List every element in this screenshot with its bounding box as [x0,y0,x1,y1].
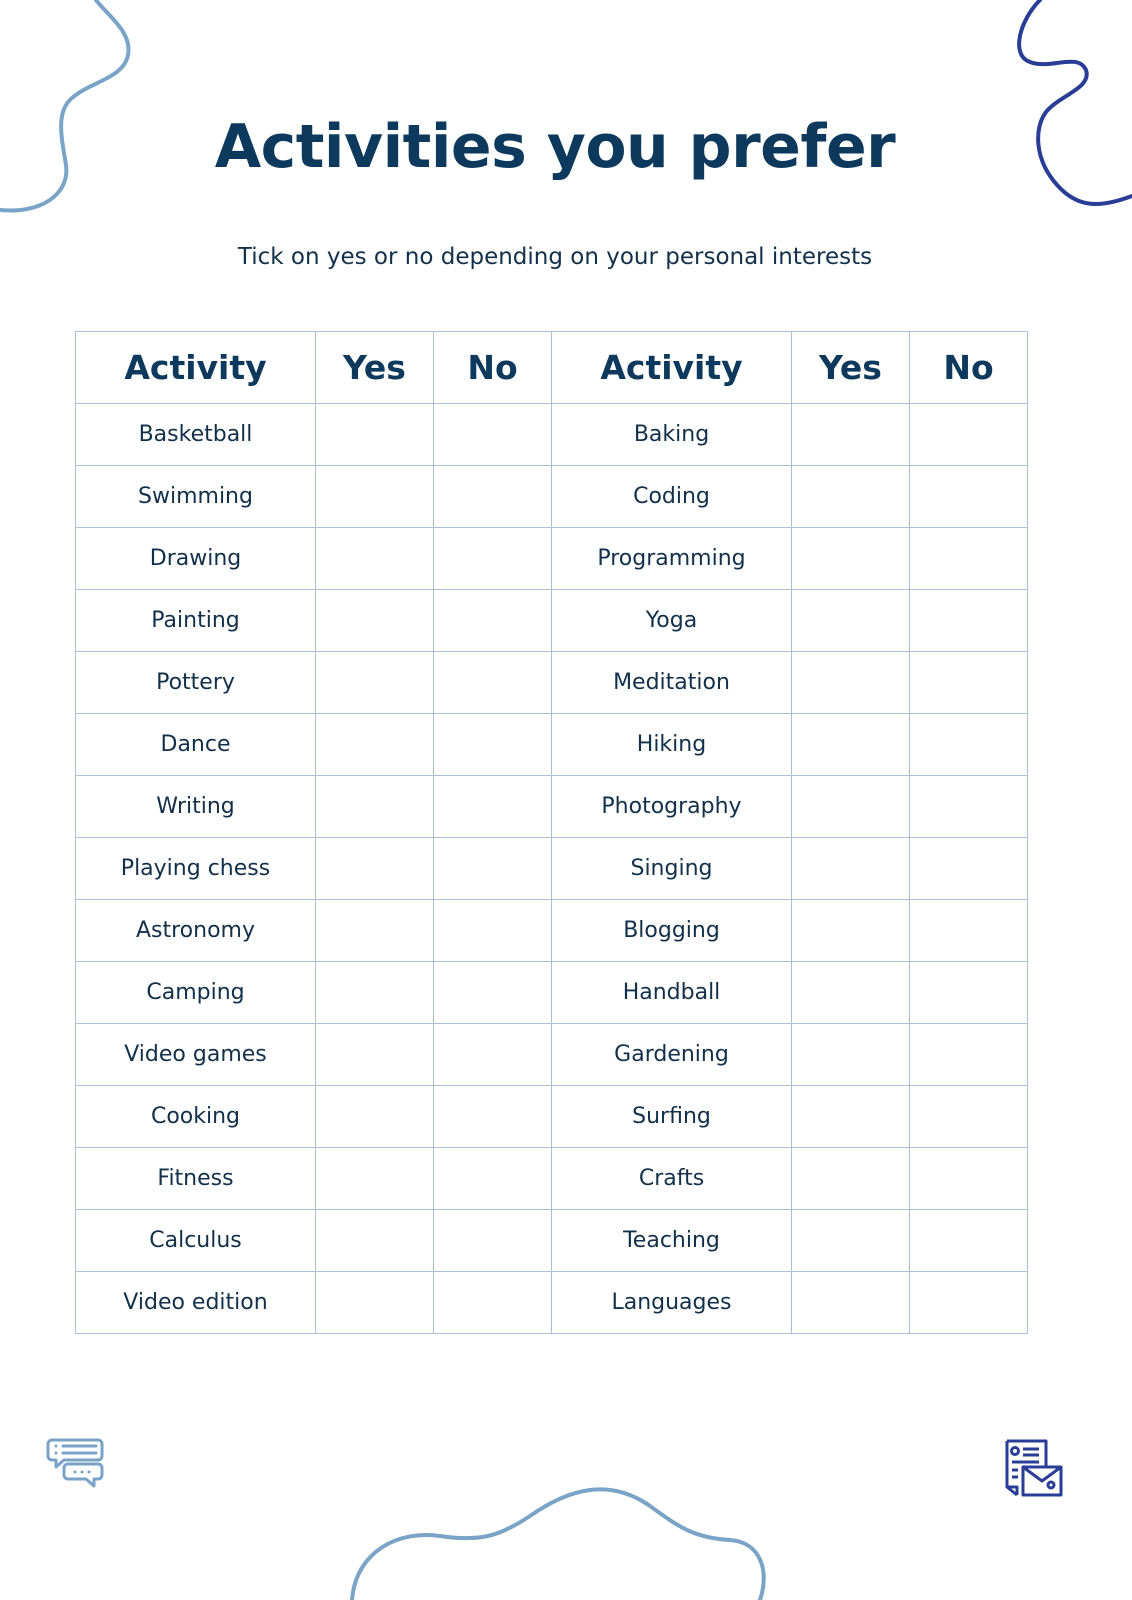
yes-checkbox-cell-right[interactable] [792,900,910,962]
activities-table [75,331,1028,1334]
table-row [76,590,1028,652]
table-row [76,714,1028,776]
yes-checkbox-cell-right[interactable] [792,466,910,528]
yes-checkbox-cell-right[interactable] [792,1272,910,1334]
wave-bottom-decoration [330,1470,780,1600]
no-checkbox-cell-right[interactable] [910,714,1028,776]
table-row [76,652,1028,714]
table-row [76,838,1028,900]
no-checkbox-cell-right[interactable] [910,1272,1028,1334]
activity-cell-right: Programming [552,528,792,590]
table-row [76,466,1028,528]
activity-cell-left: Camping [76,962,316,1024]
no-checkbox-cell-right[interactable] [910,1210,1028,1272]
no-checkbox-cell-right[interactable] [910,776,1028,838]
activity-cell-right: Baking [552,404,792,466]
table-row [76,1210,1028,1272]
no-checkbox-cell-right[interactable] [910,962,1028,1024]
activity-cell-left: Playing chess [76,838,316,900]
activity-cell-left: Video games [76,1024,316,1086]
yes-checkbox-cell-left[interactable] [316,714,434,776]
activity-cell-left: Fitness [76,1148,316,1210]
wave-top-right-decoration [1000,0,1132,215]
header-activity-right: Activity [552,332,792,404]
activity-cell-left: Astronomy [76,900,316,962]
yes-checkbox-cell-left[interactable] [316,1024,434,1086]
activity-cell-right: Crafts [552,1148,792,1210]
no-checkbox-cell-left[interactable] [434,528,552,590]
yes-checkbox-cell-right[interactable] [792,1210,910,1272]
no-checkbox-cell-right[interactable] [910,466,1028,528]
activity-cell-right: Handball [552,962,792,1024]
yes-checkbox-cell-right[interactable] [792,714,910,776]
activity-cell-right: Coding [552,466,792,528]
chat-bubbles-icon [46,1437,106,1497]
activity-cell-right: Surfing [552,1086,792,1148]
activity-cell-left: Swimming [76,466,316,528]
table-row [76,1272,1028,1334]
activity-cell-left: Dance [76,714,316,776]
no-checkbox-cell-right[interactable] [910,652,1028,714]
yes-checkbox-cell-left[interactable] [316,652,434,714]
header-no-left: No [434,332,552,404]
no-checkbox-cell-left[interactable] [434,1272,552,1334]
no-checkbox-cell-right[interactable] [910,1148,1028,1210]
wave-top-left-decoration [0,0,140,220]
no-checkbox-cell-right[interactable] [910,1086,1028,1148]
yes-checkbox-cell-left[interactable] [316,590,434,652]
activity-cell-left: Painting [76,590,316,652]
activity-cell-right: Gardening [552,1024,792,1086]
header-activity-left: Activity [76,332,316,404]
no-checkbox-cell-right[interactable] [910,404,1028,466]
yes-checkbox-cell-right[interactable] [792,1148,910,1210]
no-checkbox-cell-left[interactable] [434,838,552,900]
activity-cell-left: Video edition [76,1272,316,1334]
table-row [76,776,1028,838]
yes-checkbox-cell-left[interactable] [316,1086,434,1148]
activity-cell-right: Singing [552,838,792,900]
yes-checkbox-cell-left[interactable] [316,404,434,466]
activity-cell-left: Basketball [76,404,316,466]
no-checkbox-cell-left[interactable] [434,776,552,838]
table-row [76,962,1028,1024]
page-subtitle: Tick on yes or no depending on your personal interests [237,244,873,270]
yes-checkbox-cell-right[interactable] [792,652,910,714]
no-checkbox-cell-left[interactable] [434,1024,552,1086]
yes-checkbox-cell-right[interactable] [792,838,910,900]
header-yes-left: Yes [316,332,434,404]
yes-checkbox-cell-left[interactable] [316,1210,434,1272]
activity-cell-left: Drawing [76,528,316,590]
yes-checkbox-cell-left[interactable] [316,466,434,528]
no-checkbox-cell-left[interactable] [434,962,552,1024]
no-checkbox-cell-left[interactable] [434,652,552,714]
header-no-right: No [910,332,1028,404]
no-checkbox-cell-left[interactable] [434,1148,552,1210]
no-checkbox-cell-left[interactable] [434,714,552,776]
activity-cell-right: Meditation [552,652,792,714]
activity-cell-right: Hiking [552,714,792,776]
yes-checkbox-cell-right[interactable] [792,1086,910,1148]
activity-cell-left: Pottery [76,652,316,714]
activity-cell-right: Blogging [552,900,792,962]
no-checkbox-cell-right[interactable] [910,900,1028,962]
yes-checkbox-cell-right[interactable] [792,528,910,590]
yes-checkbox-cell-left[interactable] [316,962,434,1024]
table-row [76,900,1028,962]
table-row [76,1086,1028,1148]
activity-cell-left: Calculus [76,1210,316,1272]
no-checkbox-cell-left[interactable] [434,1086,552,1148]
no-checkbox-cell-right[interactable] [910,528,1028,590]
no-checkbox-cell-left[interactable] [434,900,552,962]
no-checkbox-cell-right[interactable] [910,590,1028,652]
page-title: Activities you prefer [214,112,896,182]
table-row [76,1024,1028,1086]
table-row [76,404,1028,466]
table-row [76,1148,1028,1210]
yes-checkbox-cell-right[interactable] [792,1024,910,1086]
no-checkbox-cell-left[interactable] [434,1210,552,1272]
yes-checkbox-cell-right[interactable] [792,590,910,652]
no-checkbox-cell-left[interactable] [434,590,552,652]
yes-checkbox-cell-left[interactable] [316,1272,434,1334]
activity-cell-left: Cooking [76,1086,316,1148]
yes-checkbox-cell-right[interactable] [792,962,910,1024]
activity-cell-right: Photography [552,776,792,838]
no-checkbox-cell-left[interactable] [434,404,552,466]
yes-checkbox-cell-left[interactable] [316,776,434,838]
no-checkbox-cell-left[interactable] [434,466,552,528]
yes-checkbox-cell-left[interactable] [316,900,434,962]
yes-checkbox-cell-right[interactable] [792,776,910,838]
document-envelope-icon [1004,1437,1064,1499]
table-header-row [76,332,1028,404]
table-row [76,528,1028,590]
header-yes-right: Yes [792,332,910,404]
yes-checkbox-cell-left[interactable] [316,1148,434,1210]
yes-checkbox-cell-left[interactable] [316,838,434,900]
no-checkbox-cell-right[interactable] [910,838,1028,900]
activity-cell-left: Writing [76,776,316,838]
activity-cell-right: Languages [552,1272,792,1334]
no-checkbox-cell-right[interactable] [910,1024,1028,1086]
activity-cell-right: Yoga [552,590,792,652]
yes-checkbox-cell-left[interactable] [316,528,434,590]
yes-checkbox-cell-right[interactable] [792,404,910,466]
activity-cell-right: Teaching [552,1210,792,1272]
